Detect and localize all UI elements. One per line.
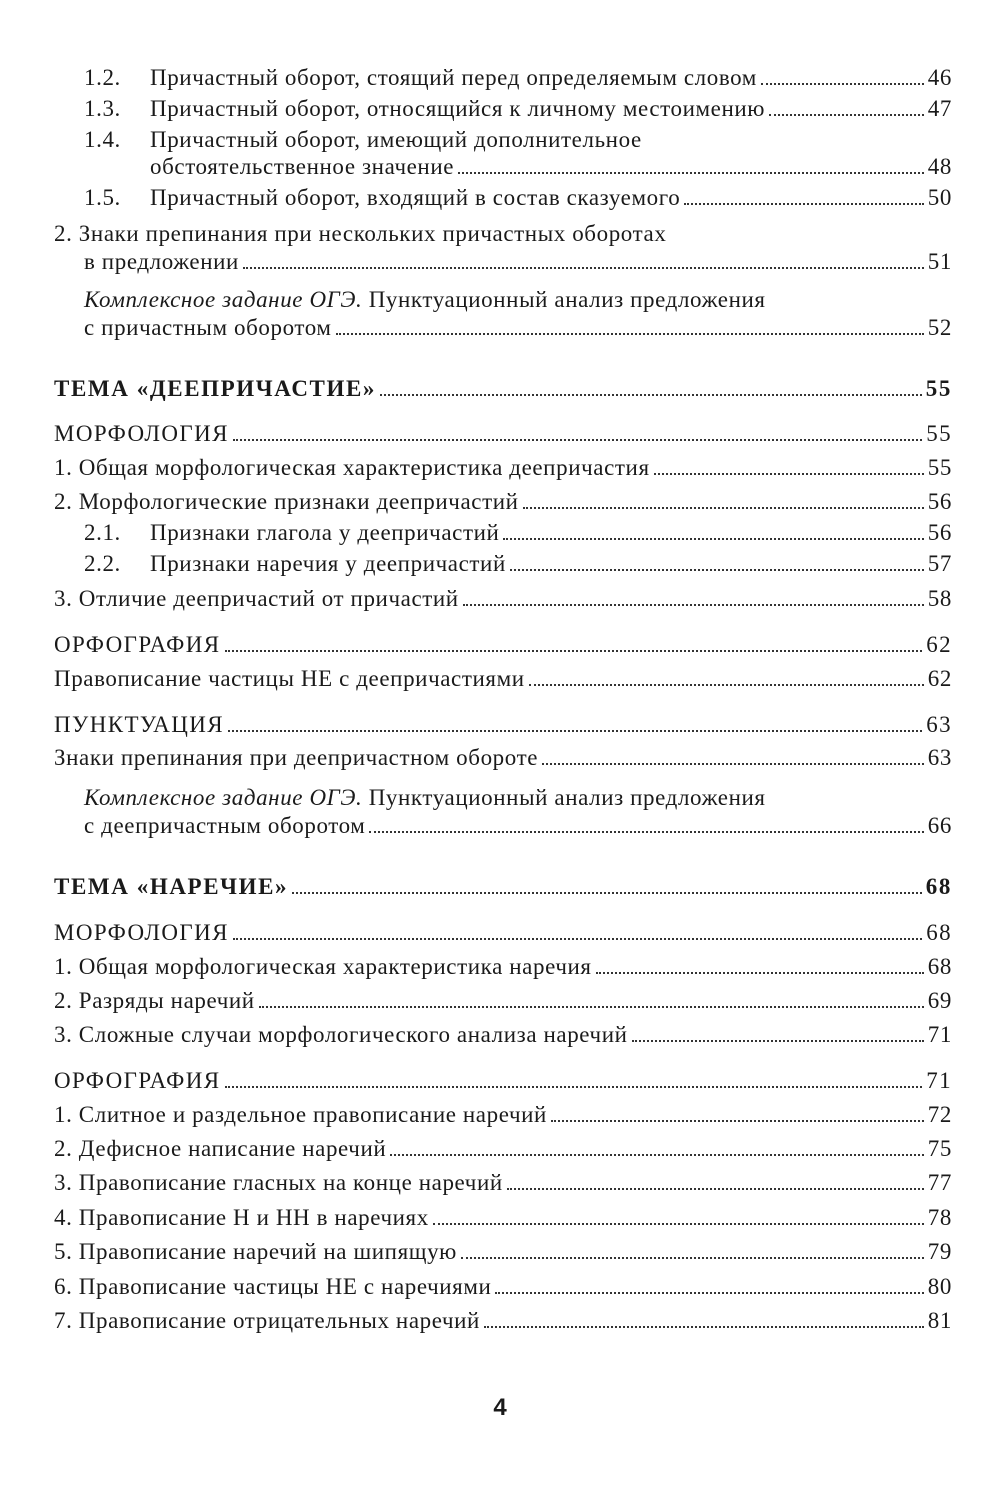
toc-entry-page: 52 xyxy=(927,315,952,340)
toc-entry xyxy=(0,549,1000,579)
toc-entry-title: 2. Разряды наречий xyxy=(54,988,255,1013)
toc-entry xyxy=(0,783,1000,813)
toc-entry-page: 69 xyxy=(927,988,952,1013)
toc-entry-title: Правописание частицы НЕ с деепричастиями xyxy=(54,666,525,691)
toc-entry-title: 6. Правописание частицы НЕ с наречиями xyxy=(54,1274,492,1299)
toc-entry xyxy=(0,1134,1000,1164)
dot-leader xyxy=(596,953,924,974)
toc-entry xyxy=(0,219,1000,249)
dot-leader xyxy=(390,1135,924,1156)
dot-leader xyxy=(654,454,924,475)
toc-entry-number: 1.4. xyxy=(84,127,121,152)
dot-leader xyxy=(542,744,924,765)
section-title: МОРФОЛОГИЯ xyxy=(54,920,229,945)
topic-heading xyxy=(0,374,1000,404)
toc-entry-number: 2.2. xyxy=(84,551,121,576)
toc-entry-page: 66 xyxy=(927,813,952,838)
dot-leader xyxy=(233,420,922,441)
section-heading xyxy=(0,1066,1000,1096)
toc-entry-page: 55 xyxy=(925,376,952,401)
toc-entry-title: 1. Слитное и раздельное правописание наречий xyxy=(54,1102,547,1127)
dot-leader xyxy=(684,184,924,205)
dot-leader xyxy=(463,585,924,606)
topic-heading xyxy=(0,872,1000,902)
toc-entry xyxy=(0,584,1000,614)
toc-entry-title: Знаки препинания при деепричастном обороте xyxy=(54,745,539,770)
toc-entry-title: Пунктуационный анализ предложения xyxy=(362,287,766,312)
toc-entry-title: с причастным оборотом xyxy=(84,315,332,340)
dot-leader xyxy=(461,1238,924,1259)
toc-entry xyxy=(0,1100,1000,1130)
dot-leader xyxy=(228,711,922,732)
toc-entry-continuation xyxy=(0,313,1000,343)
toc-entry xyxy=(0,183,1000,213)
section-title: ОРФОГРАФИЯ xyxy=(54,1068,221,1093)
toc-entry-title: Причастный оборот, стоящий перед определяемым словом xyxy=(150,65,757,90)
dot-leader xyxy=(632,1021,924,1042)
toc-entry-page: 68 xyxy=(927,954,952,979)
toc-entry xyxy=(0,1168,1000,1198)
toc-entry-title: Причастный оборот, относящийся к личному местоимению xyxy=(150,96,766,121)
toc-entry-title: 4. Правописание Н и НН в наречиях xyxy=(54,1205,429,1230)
dot-leader xyxy=(336,314,924,335)
toc-entry xyxy=(0,518,1000,548)
dot-leader xyxy=(225,1067,923,1088)
toc-entry xyxy=(0,986,1000,1016)
toc-entry-page: 80 xyxy=(927,1274,952,1299)
toc-entry-page: 46 xyxy=(927,65,952,90)
dot-leader xyxy=(259,987,924,1008)
toc-entry-continuation xyxy=(0,152,1000,182)
toc-entry-title: Причастный оборот, имеющий дополнительное xyxy=(150,127,642,152)
toc-entry xyxy=(0,453,1000,483)
toc-entry-number: 1.5. xyxy=(84,185,121,210)
section-heading xyxy=(0,630,1000,660)
dot-leader xyxy=(484,1307,924,1328)
toc-entry-title: 1. Общая морфологическая характеристика наречия xyxy=(54,954,592,979)
toc-entry-title: обстоятельственное значение xyxy=(150,154,455,179)
toc-entry-page: 50 xyxy=(927,185,952,210)
toc-entry-page: 58 xyxy=(927,586,952,611)
toc-entry-page: 71 xyxy=(926,1068,952,1093)
toc-entry-continuation xyxy=(0,811,1000,841)
toc-entry-continuation xyxy=(0,247,1000,277)
toc-entry xyxy=(0,285,1000,315)
toc-entry xyxy=(0,1272,1000,1302)
toc-entry-page: 63 xyxy=(926,712,952,737)
dot-leader xyxy=(495,1273,923,1294)
dot-leader xyxy=(233,919,922,940)
toc-entry-page: 78 xyxy=(927,1205,952,1230)
section-heading xyxy=(0,419,1000,449)
section-heading xyxy=(0,918,1000,948)
dot-leader xyxy=(433,1204,924,1225)
toc-entry-page: 72 xyxy=(927,1102,952,1127)
topic-title: ТЕМА «НАРЕЧИЕ» xyxy=(54,874,289,899)
toc-entry xyxy=(0,1306,1000,1336)
dot-leader xyxy=(458,153,924,174)
dot-leader xyxy=(369,812,923,833)
toc-entry-title: 3. Правописание гласных на конце наречий xyxy=(54,1170,503,1195)
toc-entry-title: 3. Отличие деепричастий от причастий xyxy=(54,586,459,611)
toc-entry-number: 2.1. xyxy=(84,520,121,545)
toc-entry-page: 81 xyxy=(927,1308,952,1333)
dot-leader xyxy=(551,1101,924,1122)
section-title: МОРФОЛОГИЯ xyxy=(54,421,229,446)
dot-leader xyxy=(243,248,924,269)
complex-task-label: Комплексное задание ОГЭ. xyxy=(84,287,363,312)
toc-entry xyxy=(0,743,1000,773)
section-heading xyxy=(0,710,1000,740)
toc-entry-page: 79 xyxy=(927,1239,952,1264)
toc-entry-title: 3. Сложные случаи морфологического анализа наречий xyxy=(54,1022,628,1047)
page-number: 4 xyxy=(493,1394,507,1421)
toc-entry-title: 2. Морфологические признаки деепричастий xyxy=(54,489,519,514)
dot-leader xyxy=(761,64,924,85)
toc-entry xyxy=(0,952,1000,982)
toc-entry xyxy=(0,487,1000,517)
topic-title: ТЕМА «ДЕЕПРИЧАСТИЕ» xyxy=(54,376,377,401)
toc-entry-title: Признаки глагола у деепричастий xyxy=(150,520,500,545)
toc-entry-title: с деепричастным оборотом xyxy=(84,813,366,838)
toc-entry-page: 68 xyxy=(926,920,952,945)
toc-entry-page: 63 xyxy=(927,745,952,770)
dot-leader xyxy=(507,1169,924,1190)
dot-leader xyxy=(380,375,922,396)
dot-leader xyxy=(523,488,924,509)
toc-entry-title: 1. Общая морфологическая характеристика деепричастия xyxy=(54,455,650,480)
toc-entry-page: 57 xyxy=(927,551,952,576)
toc-entry xyxy=(0,63,1000,93)
toc-entry-page: 55 xyxy=(926,421,952,446)
toc-entry-title: 5. Правописание наречий на шипящую xyxy=(54,1239,457,1264)
toc-entry-title: 2. Знаки препинания при нескольких причастных оборотах xyxy=(54,221,667,246)
toc-entry-page: 68 xyxy=(925,874,952,899)
complex-task-label: Комплексное задание ОГЭ. xyxy=(84,785,363,810)
toc-entry xyxy=(0,664,1000,694)
toc-entry-title: Пунктуационный анализ предложения xyxy=(362,785,766,810)
toc-entry-page: 62 xyxy=(926,632,952,657)
toc-entry-page: 62 xyxy=(927,666,952,691)
dot-leader xyxy=(510,550,924,571)
toc-entry-page: 48 xyxy=(927,154,952,179)
toc-entry-page: 77 xyxy=(927,1170,952,1195)
dot-leader xyxy=(769,95,924,116)
section-title: ОРФОГРАФИЯ xyxy=(54,632,221,657)
toc-entry xyxy=(0,125,1000,155)
toc-entry xyxy=(0,1020,1000,1050)
toc-entry-number: 1.2. xyxy=(84,65,121,90)
section-title: ПУНКТУАЦИЯ xyxy=(54,712,224,737)
toc-entry xyxy=(0,1237,1000,1267)
toc-entry-page: 51 xyxy=(927,249,952,274)
toc-entry-page: 56 xyxy=(927,520,952,545)
toc-entry-page: 75 xyxy=(927,1136,952,1161)
toc-entry-page: 47 xyxy=(927,96,952,121)
toc-entry-title: 7. Правописание отрицательных наречий xyxy=(54,1308,480,1333)
toc-entry xyxy=(0,1203,1000,1233)
toc-entry xyxy=(0,94,1000,124)
dot-leader xyxy=(503,519,923,540)
dot-leader xyxy=(529,665,924,686)
toc-entry-title: Причастный оборот, входящий в состав сказуемого xyxy=(150,185,681,210)
toc-entry-page: 55 xyxy=(927,455,952,480)
dot-leader xyxy=(225,631,923,652)
toc-entry-title: 2. Дефисное написание наречий xyxy=(54,1136,387,1161)
dot-leader xyxy=(292,873,922,894)
toc-entry-page: 56 xyxy=(927,489,952,514)
toc-entry-page: 71 xyxy=(927,1022,952,1047)
toc-entry-number: 1.3. xyxy=(84,96,121,121)
toc-entry-title: Признаки наречия у деепричастий xyxy=(150,551,506,576)
toc-entry-title: в предложении xyxy=(84,249,239,274)
